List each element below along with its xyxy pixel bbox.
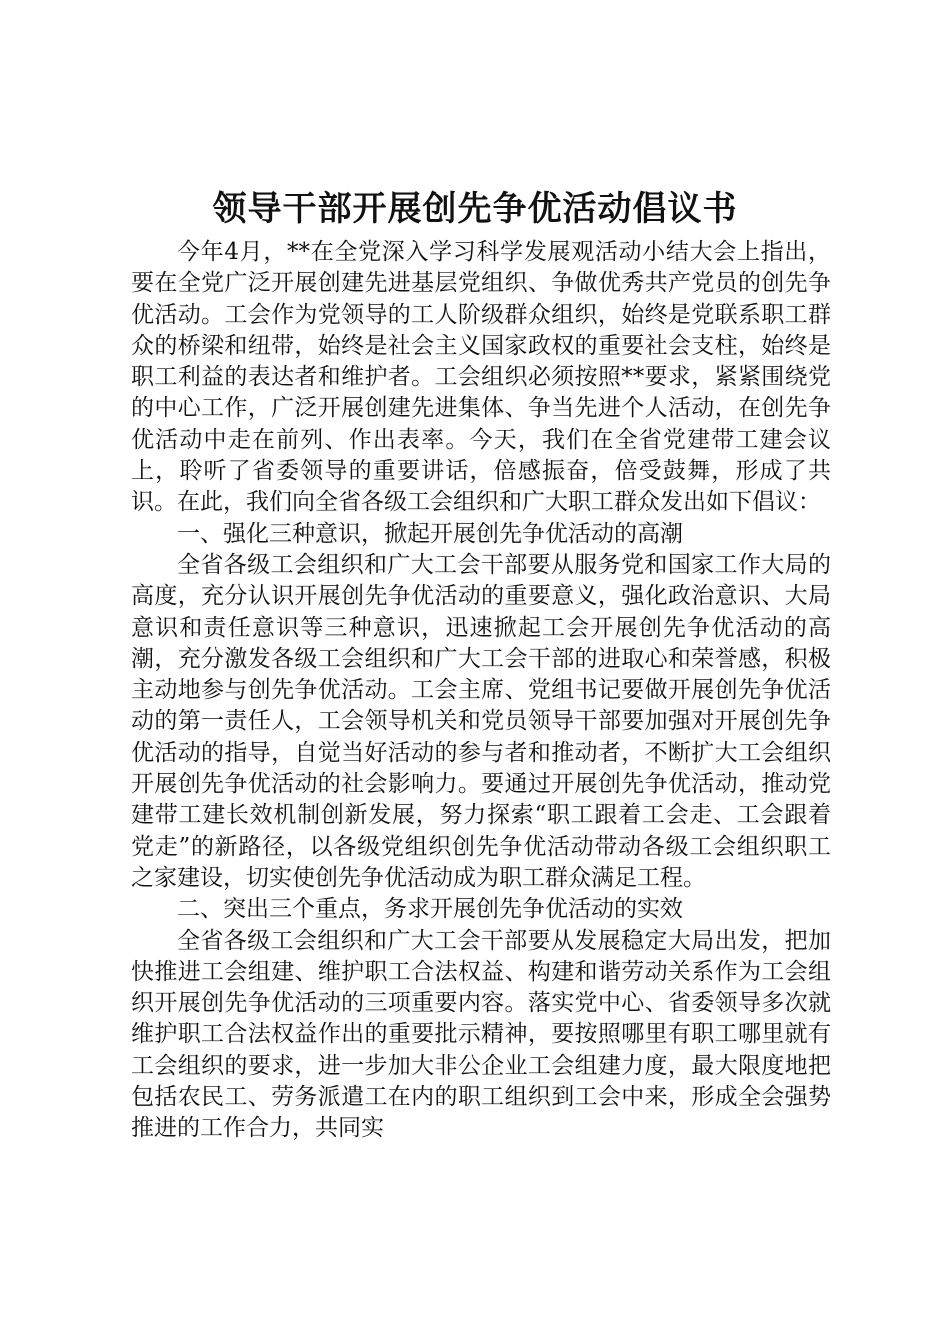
section-1-paragraph: 全省各级工会组织和广大工会干部要从服务党和国家工作大局的高度，充分认识开展创先争优活动的重要意义，强化政治意识、大局意识和责任意识等三种意识，迅速掀起工会开展创先争优活动的高潮，充分激发各级工会组织和广大工会干部的进取心和荣誉感，积极主动地参与创先争优活动。工会主席、党组书记要做开展创先争优活动的第一责任人，工会领导机关和党员领导干部要加强对开展创先争优活动的指导，自觉当好活动的参与者和推动者，不断扩大工会组织开展创先争优活动的社会影响力。要通过开展创先争优活动，推动党建带工建长效机制创新发展，努力探索“职工跟着工会走、工会跟着党走”的新路径，以各级党组织创先争优活动带动各级工会组织职工之家建设，切实使创先争优活动成为职工群众满足工程。 — [131, 551, 831, 891]
section-heading-1: 一、强化三种意识，掀起开展创先争优活动的高潮 — [177, 520, 683, 547]
section-2-paragraph: 全省各级工会组织和广大工会干部要从发展稳定大局出发，把加快推进工会组建、维护职工合法权益、构建和谐劳动关系作为工会组织开展创先争优活动的三项重要内容。落实党中心、省委领导多次就维护职工合法权益作出的重要批示精神，要按照哪里有职工哪里就有工会组织的要求，进一步加大非公企业工会组建力度，最大限度地把包括农民工、劳务派遣工在内的职工组织到工会中来，形成全会强势推进的工作合力，共同实 — [131, 927, 831, 1142]
document-title: 领导干部开展创先争优活动倡议书 — [212, 189, 738, 229]
intro-paragraph: 今年4月，**在全党深入学习科学发展观活动小结大会上指出，要在全党广泛开展创建先进基层党组织、争做优秀共产党员的创先争优活动。工会作为党领导的工人阶级群众组织，始终是党联系职工群众的桥梁和纽带，始终是社会主义国家政权的重要社会支柱，始终是职工利益的表达者和维护者。工会组织必须按照**要求，紧紧围绕党的中心工作，广泛开展创建先进集体、争当先进个人活动，在创先争优活动中走在前列、作出表率。今天，我们在全省党建带工建会议上，聆听了省委领导的重要讲话，倍感振奋，倍受鼓舞，形成了共识。在此，我们向全省各级工会组织和广大职工群众发出如下倡议： — [131, 239, 831, 516]
section-heading-2: 二、突出三个重点，务求开展创先争优活动的实效 — [177, 896, 683, 923]
document-body — [131, 237, 831, 1145]
